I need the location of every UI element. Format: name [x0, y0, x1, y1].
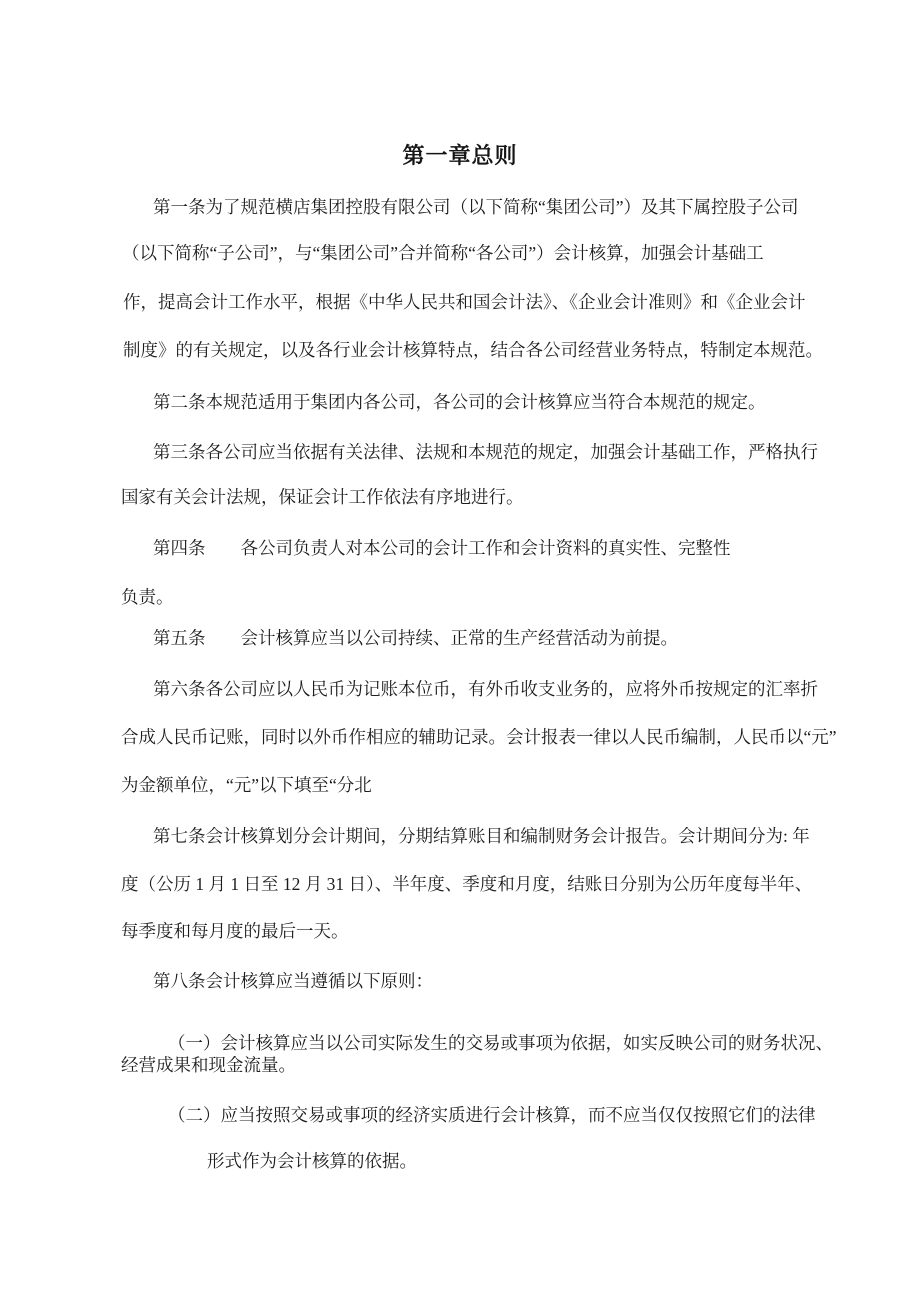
doc-line: 经营成果和现金流量。 — [121, 1055, 296, 1075]
doc-line: 第四条 各公司负责人对本公司的会计工作和会计资料的真实性、完整性 — [153, 538, 731, 558]
doc-line: 为金额单位，“元”以下填至“分北 — [121, 775, 372, 795]
doc-line: 制度》的有关规定，以及各行业会计核算特点，结合各公司经营业务特点，特制定本规范。 — [123, 340, 823, 360]
doc-line: 第七条会计核算划分会计期间，分期结算账目和编制财务会计报告。会计期间分为: 年 — [153, 826, 810, 846]
doc-line: 第八条会计核算应当遵循以下原则： — [153, 971, 433, 991]
doc-line: 形式作为会计核算的依据。 — [207, 1151, 417, 1171]
doc-line: 每季度和每月度的最后一天。 — [121, 921, 349, 941]
doc-line: （一）会计核算应当以公司实际发生的交易或事项为依据，如实反映公司的财务状况、 — [168, 1033, 833, 1053]
doc-line: 第二条本规范适用于集团内各公司，各公司的会计核算应当符合本规范的规定。 — [153, 392, 766, 412]
doc-line: （二）应当按照交易或事项的经济实质进行会计核算，而不应当仅仅按照它们的法律 — [168, 1105, 816, 1125]
doc-line: 度（公历 1 月 1 日至 12 月 31 日）、半年度、季度和月度，结账日分别为公历年度每半年、 — [121, 874, 813, 894]
doc-line: 第五条 会计核算应当以公司持续、正常的生产经营活动为前提。 — [153, 628, 678, 648]
doc-line: 第六条各公司应以人民币为记账本位币，有外币收支业务的，应将外币按规定的汇率折 — [153, 679, 818, 699]
doc-line: （以下简称“子公司”，与“集团公司”合并简称“各公司”）会计核算，加强会计基础工 — [122, 243, 764, 263]
doc-line: 第三条各公司应当依据有关法律、法规和本规范的规定，加强会计基础工作，严格执行 — [153, 442, 818, 462]
doc-line: 国家有关会计法规，保证会计工作依法有序地进行。 — [121, 487, 524, 507]
chapter-title: 第一章总则 — [402, 142, 518, 168]
doc-line: 合成人民币记账，同时以外币作相应的辅助记录。会计报表一律以人民币编制，人民币以“元” — [121, 727, 837, 747]
doc-line: 第一条为了规范横店集团控股有限公司（以下简称“集团公司”）及其下属控股子公司 — [153, 197, 799, 217]
doc-line: 负责。 — [121, 587, 174, 607]
doc-line: 作，提高会计工作水平，根据《中华人民共和国会计法》、《企业会计准则》和《企业会计 — [123, 292, 806, 312]
